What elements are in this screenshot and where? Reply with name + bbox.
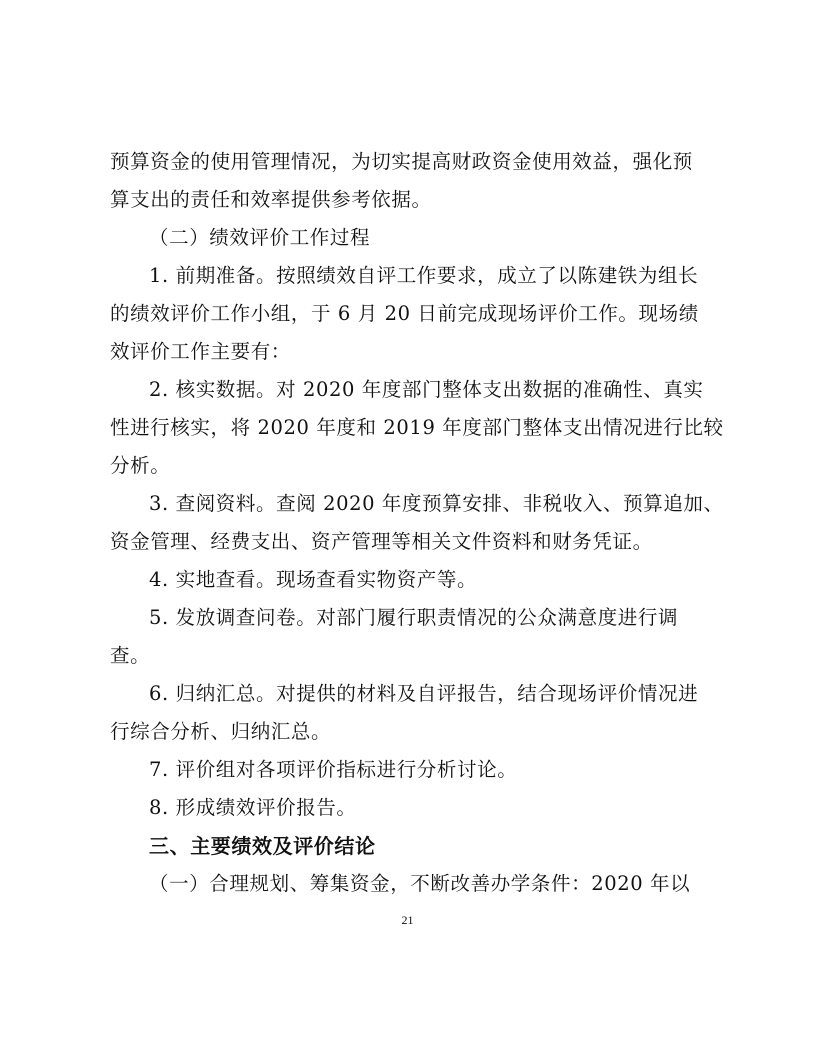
section-heading: 三、主要绩效及评价结论 [149, 834, 376, 858]
list-item: 4. 实地查看。现场查看实物资产等。 [149, 568, 478, 591]
list-item: 7. 评价组对各项评价指标进行分析讨论。 [149, 758, 518, 781]
list-item: 3. 查阅资料。查阅 2020 年度预算安排、非税收入、预算追加、 [149, 492, 724, 515]
paragraph-line: 的绩效评价工作小组，于 6 月 20 日前完成现场评价工作。现场绩 [110, 302, 699, 325]
section-subheading: （一）合理规划、筹集资金，不断改善办学条件：2020 年以 [149, 872, 691, 895]
list-item: 2. 核实数据。对 2020 年度部门整体支出数据的准确性、真实 [149, 378, 704, 401]
list-item: 5. 发放调查问卷。对部门履行职责情况的公众满意度进行调 [149, 606, 679, 629]
paragraph-line: 效评价工作主要有： [110, 340, 291, 363]
list-item: 1. 前期准备。按照绩效自评工作要求，成立了以陈建铁为组长 [149, 264, 699, 287]
paragraph-line: 预算资金的使用管理情况，为切实提高财政资金使用效益，强化预 [110, 150, 693, 173]
paragraph-line: 资金管理、经费支出、资产管理等相关文件资料和财务凭证。 [110, 530, 653, 553]
list-item: 6. 归纳汇总。对提供的材料及自评报告，结合现场评价情况进 [149, 682, 699, 705]
paragraph-line: 查。 [110, 644, 151, 667]
paragraph-line: 分析。 [110, 454, 171, 477]
page-number: 21 [401, 913, 414, 927]
paragraph-line: 性进行核实，将 2020 年度和 2019 年度部门整体支出情况进行比较 [110, 416, 724, 439]
paragraph-line: 行综合分析、归纳汇总。 [110, 720, 332, 743]
list-item: 8. 形成绩效评价报告。 [149, 796, 357, 819]
section-subheading: （二）绩效评价工作过程 [149, 226, 371, 249]
paragraph-line: 算支出的责任和效率提供参考依据。 [110, 188, 432, 211]
